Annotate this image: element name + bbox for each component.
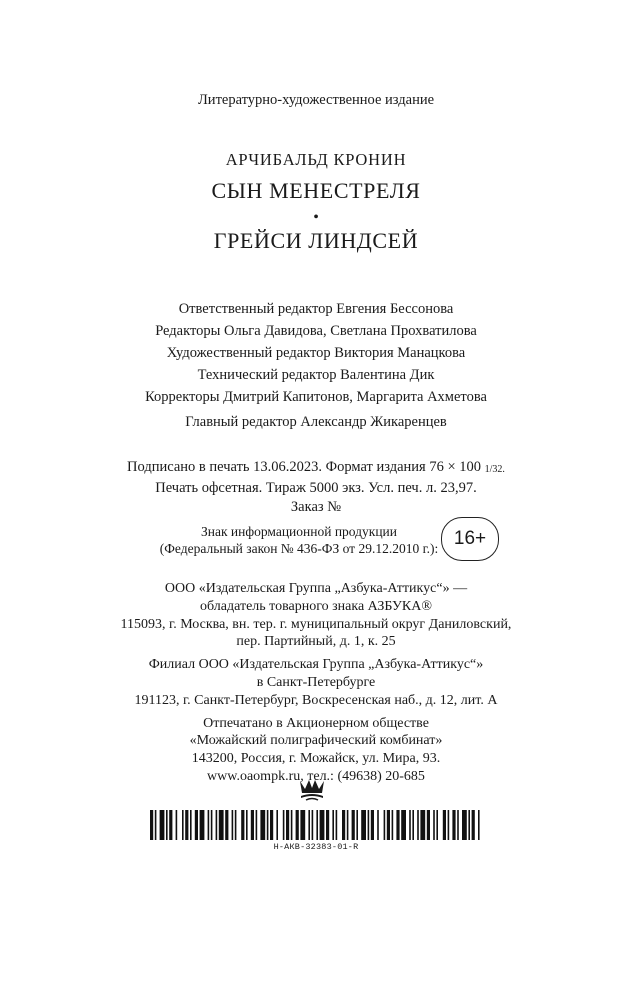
age-rating-badge: 16+: [441, 517, 499, 561]
publisher-line: ООО «Издательская Группа „Азбука-Аттикус“» —: [164, 581, 468, 596]
print-info-line-2: Печать офсетная. Тираж 5000 экз. Усл. печ. л. 23,97.: [155, 480, 477, 496]
crown-book-logo-icon: [297, 772, 327, 802]
barcode-text: Н-АКВ-32383-01-R: [273, 842, 359, 852]
printer-line: www.oaompk.ru, тел.: (49638) 20-685: [207, 768, 425, 784]
format-fraction: 1/32.: [484, 464, 505, 475]
edition-type: Литературно-художественное издание: [197, 92, 435, 108]
barcode-icon: [150, 810, 482, 840]
print-info-line-1: Подписано в печать 13.06.2023. Формат издания 76 × 100 1/32.: [127, 459, 505, 475]
credit-line: Технический редактор Валентина Дик: [197, 367, 435, 383]
credit-line: Редакторы Ольга Давидова, Светлана Прохватилова: [155, 323, 477, 339]
info-product-sign: [138, 523, 460, 557]
printer-line: 143200, Россия, г. Можайск, ул. Мира, 93.: [191, 751, 441, 767]
credit-line: Художественный редактор Виктория Манацкова: [166, 345, 466, 361]
credit-line: Корректоры Дмитрий Капитонов, Маргарита Ахметова: [145, 389, 487, 405]
book-title-1: СЫН МЕНЕСТРЕЛЯ: [211, 178, 421, 203]
info-product-line-1: Знак информационной продукции: [200, 524, 398, 539]
book-title-2: ГРЕЙСИ ЛИНДСЕЙ: [213, 228, 419, 253]
info-product-line-2: (Федеральный закон № 436-ФЗ от 29.12.2010 г.):: [159, 541, 439, 556]
print-info: [0, 458, 632, 517]
credits-block: [0, 298, 632, 433]
branch-line: Филиал ООО «Издательская Группа „Азбука-Аттикус“»: [148, 657, 484, 673]
title-separator: •: [313, 209, 319, 226]
chief-editor: Главный редактор Александр Жикаренцев: [185, 414, 447, 430]
author-name: АРЧИБАЛЬД КРОНИН: [225, 150, 407, 169]
printer-line: Отпечатано в Акционерном обществе: [203, 715, 429, 731]
print-info-line-3: Заказ №: [290, 499, 342, 515]
publisher-block: [0, 580, 632, 786]
printer-line: «Можайский полиграфический комбинат»: [189, 733, 443, 749]
branch-line: в Санкт-Петербурге: [256, 674, 376, 690]
credit-line: Ответственный редактор Евгения Бессонова: [178, 301, 454, 317]
branch-line: 191123, г. Санкт-Петербург, Воскресенская наб., д. 12, лит. А: [134, 692, 498, 708]
publisher-line: пер. Партийный, д. 1, к. 25: [236, 634, 396, 650]
publisher-line: обладатель товарного знака АЗБУКА®: [200, 598, 432, 614]
publisher-line: 115093, г. Москва, вн. тер. г. муниципальный округ Даниловский,: [120, 616, 512, 632]
